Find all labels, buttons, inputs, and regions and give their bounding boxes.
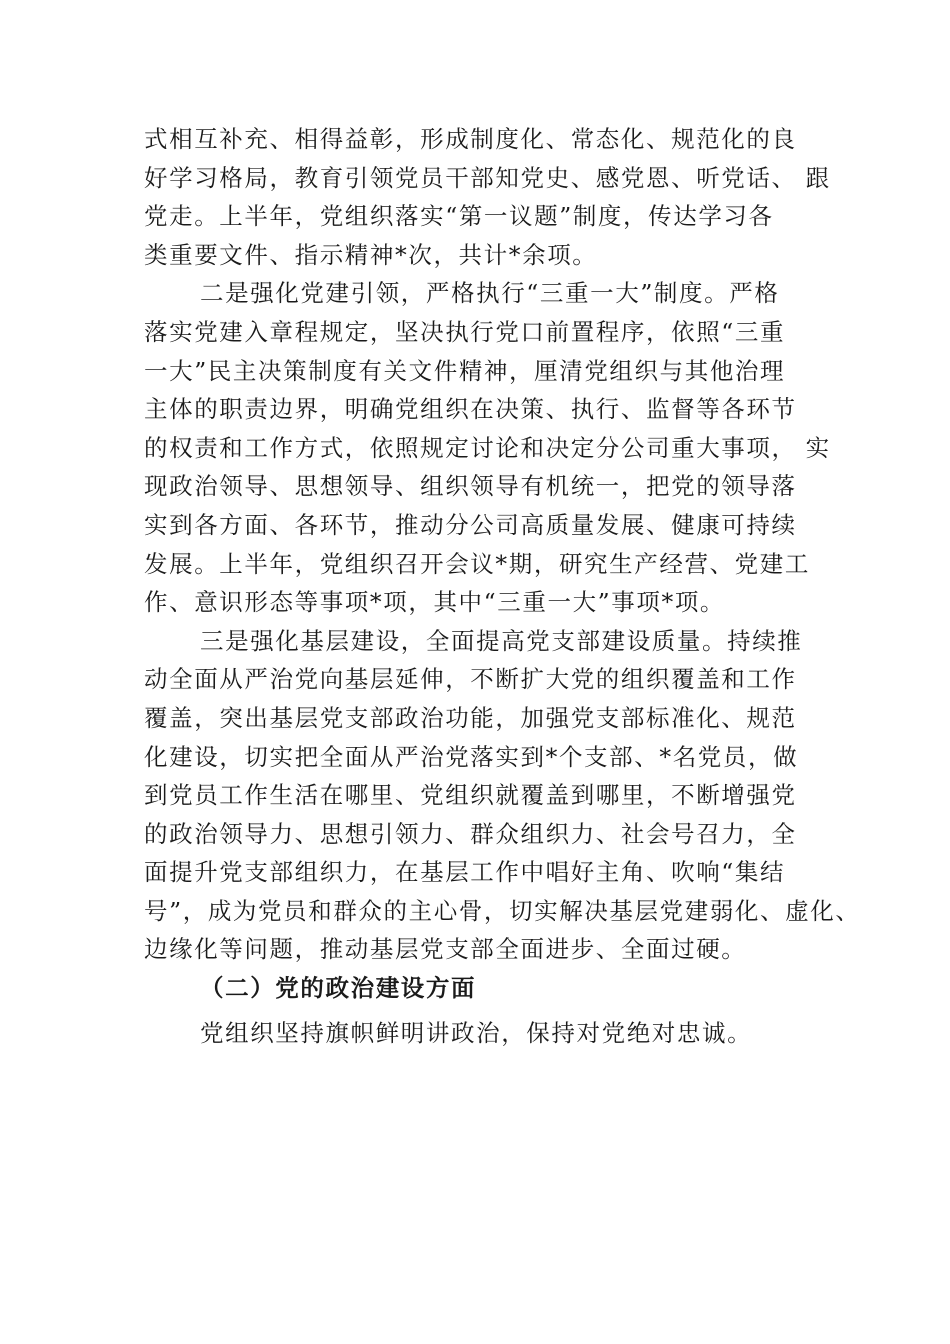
text-line: 党走。上半年，党组织落实“第一议题”制度，传达学习各 [144,202,774,231]
text-line: 现政治领导、思想领导、组织领导有机统一，把党的领导落 [144,472,797,501]
text-line: 一大”民主决策制度有关文件精神，厘清党组织与其他治理 [144,356,786,385]
text-line: 面提升党支部组织力，在基层工作中唱好主角、吹响“集结 [144,858,786,887]
text-line: 动全面从严治党向基层延伸，不断扩大党的组织覆盖和工作 [144,665,797,694]
text-line: 作、意识形态等事项*项，其中“三重一大”事项*项。 [144,588,726,617]
closing-paragraph: 党组织坚持旗帜鲜明讲政治，保持对党绝对忠诚。 [200,1018,753,1047]
document-body [144,120,861,1052]
text-line: 覆盖，突出基层党支部政治功能，加强党支部标准化、规范 [144,703,797,732]
text-line: 号”，成为党员和群众的主心骨，切实解决基层党建弱化、虚化、 [144,896,861,925]
text-line: 式相互补充、相得益彰，形成制度化、常态化、规范化的良 [144,125,797,153]
text-line: 类重要文件、指示精神*次，共计*余项。 [144,240,598,269]
text-line: 化建设，切实把全面从严治党落实到*个支部、*名党员，做 [144,742,799,771]
text-line: 发展。上半年，党组织召开会议*期，研究生产经营、党建工 [144,549,810,578]
text-line: 好学习格局，教育引领党员干部知党史、感党恩、听党话、 跟 [144,163,831,192]
text-line: 主体的职责边界，明确党组织在决策、执行、监督等各环节 [144,395,797,424]
text-line: 的政治领导力、思想引领力、群众组织力、社会号召力，全 [144,819,797,848]
text-line: 到党员工作生活在哪里、党组织就覆盖到哪里，不断增强党 [144,781,797,810]
text-line: 落实党建入章程规定，坚决执行党口前置程序，依照“三重 [144,317,786,346]
paragraph-start-line: 二是强化党建引领，严格执行“三重一大”制度。严格 [200,279,780,308]
text-line: 的权责和工作方式，依照规定讨论和决定分公司重大事项， 实 [144,433,831,462]
text-line: 边缘化等问题，推动基层党支部全面进步、全面过硬。 [144,935,747,964]
paragraph-start-line: 三是强化基层建设，全面提高党支部建设质量。持续推 [200,626,803,655]
text-line: 实到各方面、各环节，推动分公司高质量发展、健康可持续 [144,510,797,539]
section-heading: （二）党的政治建设方面 [200,974,477,1003]
